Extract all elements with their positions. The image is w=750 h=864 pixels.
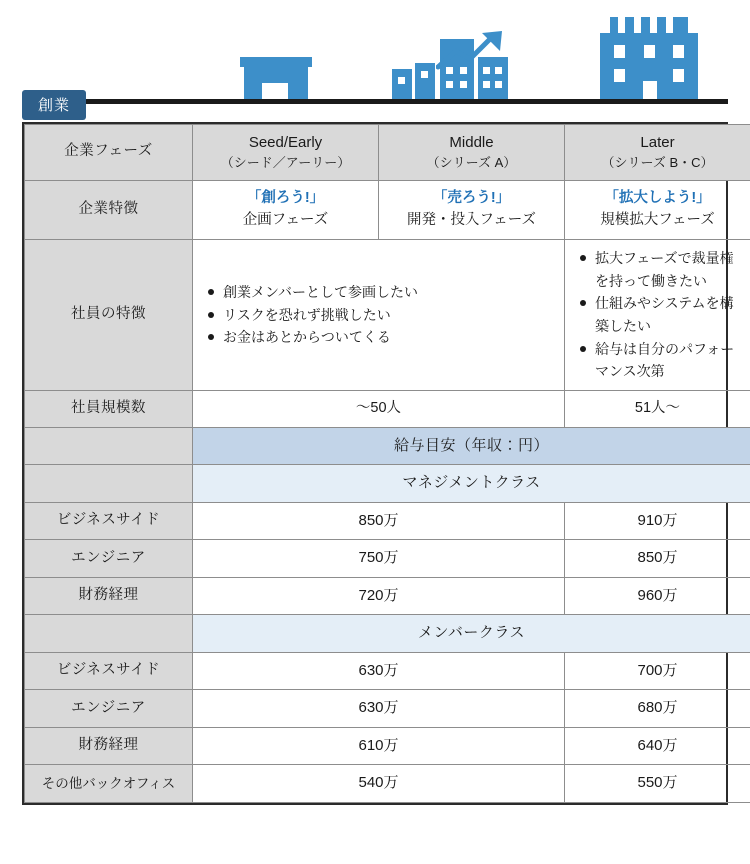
small-building-door [262,83,288,99]
header-illustration [22,0,728,104]
cell-salary-early: 750万 [193,540,565,578]
list-item: 拡大フェーズで裁量権を持って働きたい [593,247,740,292]
section-header-member: メンバークラス [193,615,750,653]
column-header-phase: 企業フェーズ [25,125,193,181]
column-header-later-en: Later [640,134,675,151]
row-label-business-side: ビジネスサイド [25,502,193,540]
cell-salary-later: 850万 [565,540,750,578]
bullet-list-later [571,247,744,383]
ground-line [22,99,728,104]
cell-employee-count-early: 〜50人 [193,391,565,428]
row-label-engineer: エンジニア [25,690,193,728]
mid-building-left-small [392,69,412,99]
cell-accent-text: 「売ろう!」 [432,189,511,206]
small-office-building-icon [240,57,312,99]
column-header-seed-jp: （シード／アーリー） [220,154,351,170]
table-row-company-traits [25,180,750,240]
cell-sub-text: 企画フェーズ [242,212,329,229]
bullet-list-early [199,281,558,349]
salary-phase-table [22,122,735,805]
column-header-middle-en: Middle [449,134,494,151]
row-label-finance: 財務経理 [25,727,193,765]
cell-salary-later: 550万 [565,765,750,803]
row-label-blank [25,427,193,465]
column-header-later [565,125,750,181]
founding-stage-tag: 創業 [22,90,86,120]
table-row-management-finance [25,577,750,615]
cell-salary-early: 630万 [193,690,565,728]
table-header-row [25,125,750,181]
list-item: お金はあとからついてくる [221,326,554,349]
growth-arrow-icon [436,29,524,71]
cell-accent-text: 「拡大しよう!」 [604,189,711,206]
cell-salary-early: 720万 [193,577,565,615]
section-header-management: マネジメントクラス [193,465,750,503]
table-row-management-band [25,465,750,503]
table-row-management-engineer [25,540,750,578]
column-header-middle [379,125,565,181]
cell-salary-early: 630万 [193,652,565,690]
column-header-later-jp: （シリーズ B・C） [601,154,714,170]
cell-employee-count-later: 51人〜 [565,391,750,428]
column-header-middle-jp: （シリーズ A） [426,154,517,170]
cell-employee-traits-later [565,240,750,391]
row-label-blank [25,465,193,503]
row-label-business-side: ビジネスサイド [25,652,193,690]
cell-salary-early: 610万 [193,727,565,765]
list-item: 創業メンバーとして参画したい [221,281,554,304]
cell-salary-early: 540万 [193,765,565,803]
row-label-employee-count: 社員規模数 [25,391,193,428]
cell-accent-text: 「創ろう!」 [246,189,325,206]
cell-salary-later: 910万 [565,502,750,540]
cell-salary-early: 850万 [193,502,565,540]
cell-employee-traits-early [193,240,565,391]
large-building-body [600,33,698,99]
row-label-company-traits: 企業特徴 [25,180,193,240]
column-header-seed-en: Seed/Early [248,134,323,151]
column-header-seed [193,125,379,181]
table-row-member-business [25,652,750,690]
window-icon [446,81,453,88]
row-label-employee-traits: 社員の特徴 [25,240,193,391]
window-icon [460,81,467,88]
cell-company-traits-middle [379,180,565,240]
large-building-door [643,81,657,99]
cell-sub-text: 開発・投入フェーズ [406,212,537,229]
window-icon [673,69,684,82]
window-icon [614,45,625,58]
cell-salary-later: 960万 [565,577,750,615]
window-icon [421,71,428,78]
row-label-finance: 財務経理 [25,577,193,615]
window-icon [644,45,655,58]
window-icon [495,81,502,88]
cell-company-traits-later [565,180,750,240]
salary-band-header: 給与目安（年収：円） [193,427,750,465]
large-building-icon [600,17,698,99]
list-item: 仕組みやシステムを構築したい [593,292,740,337]
table-row-member-backoffice [25,765,750,803]
window-icon [673,45,684,58]
cell-salary-later: 680万 [565,690,750,728]
mid-building-left-medium [415,63,435,99]
small-building-roof [240,57,312,67]
table-row-employee-traits [25,240,750,391]
row-label-other-backoffice: その他バックオフィス [25,765,193,803]
window-icon [614,69,625,82]
table-row-salary-band [25,427,750,465]
window-icon [483,81,490,88]
list-item: 給与は自分のパフォーマンス次第 [593,338,740,383]
cell-salary-later: 700万 [565,652,750,690]
row-label-blank [25,615,193,653]
table-row-member-engineer [25,690,750,728]
table [24,124,750,803]
table-row-employee-count [25,391,750,428]
cell-company-traits-seed [193,180,379,240]
window-icon [398,77,405,84]
cell-sub-text: 規模拡大フェーズ [600,212,715,229]
list-item: リスクを恐れず挑戦したい [221,304,554,327]
table-row-member-band [25,615,750,653]
cell-salary-later: 640万 [565,727,750,765]
table-row-management-business [25,502,750,540]
table-row-member-finance [25,727,750,765]
mid-buildings-icon [392,39,520,99]
row-label-engineer: エンジニア [25,540,193,578]
